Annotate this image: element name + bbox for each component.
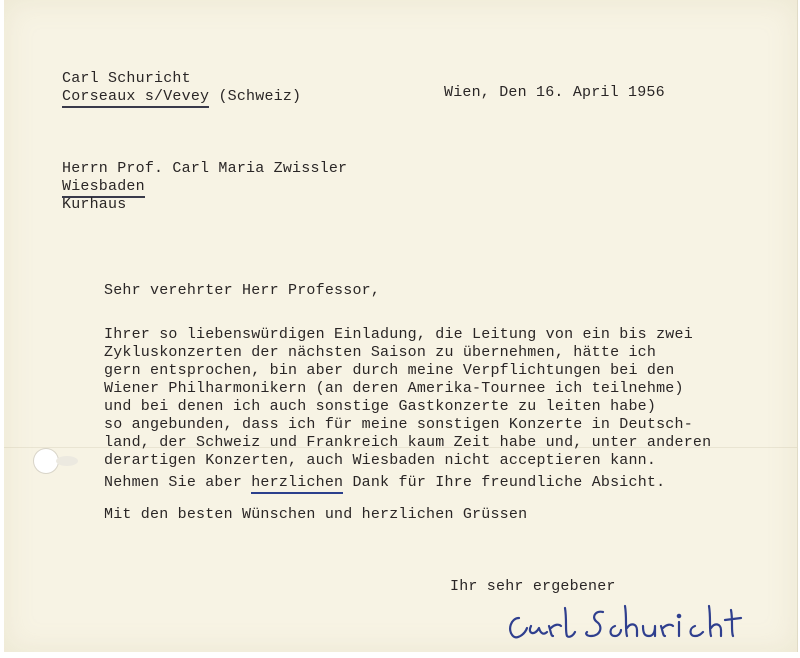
body-line: Wiener Philharmonikern (an deren Amerika-Tournee ich teilnehme) (104, 380, 684, 397)
body-line: Ihrer so liebenswürdigen Einladung, die Leitung von ein bis zwei (104, 326, 693, 343)
sender-name: Carl Schuricht (62, 70, 191, 87)
thanks-before: Nehmen Sie aber (104, 474, 252, 491)
punch-hole (34, 449, 58, 473)
recipient-name: Herrn Prof. Carl Maria Zwissler (62, 160, 348, 177)
recipient-city-text: Wiesbaden (62, 178, 145, 198)
body-line: so angebunden, dass ich für meine sonstigen Konzerte in Deutsch- (104, 416, 693, 433)
thanks-emphasis: herzlichen (251, 474, 343, 494)
body-line: und bei denen ich auch sonstige Gastkonzerte zu leiten habe) (104, 398, 657, 415)
handwritten-signature (505, 596, 765, 644)
thanks-after: Dank für Ihre freundliche Absicht. (343, 474, 666, 491)
closing-line: Ihr sehr ergebener (450, 578, 616, 595)
sender-address-place: Corseaux s/Vevey (62, 88, 209, 108)
letter-sheet (4, 0, 798, 652)
wishes-line: Mit den besten Wünschen und herzlichen Grüssen (104, 506, 528, 523)
sender-address (62, 88, 301, 106)
recipient-venue: Kurhaus (62, 196, 127, 213)
body-line: Zykluskonzerten der nächsten Saison zu übernehmen, hätte ich (104, 344, 657, 361)
body-line: gern entsprochen, bin aber durch meine Verpflichtungen bei den (104, 362, 675, 379)
recipient-city (62, 178, 145, 196)
thanks-line (104, 474, 665, 492)
sender-address-country: (Schweiz) (218, 88, 302, 105)
body-line: land, der Schweiz und Frankreich kaum Zeit habe und, unter anderen (104, 434, 712, 451)
dateline: Wien, Den 16. April 1956 (444, 84, 665, 101)
punch-hole-tear (56, 456, 78, 466)
salutation: Sehr verehrter Herr Professor, (104, 282, 381, 299)
body-line: derartigen Konzerten, auch Wiesbaden nicht acceptieren kann. (104, 452, 657, 469)
